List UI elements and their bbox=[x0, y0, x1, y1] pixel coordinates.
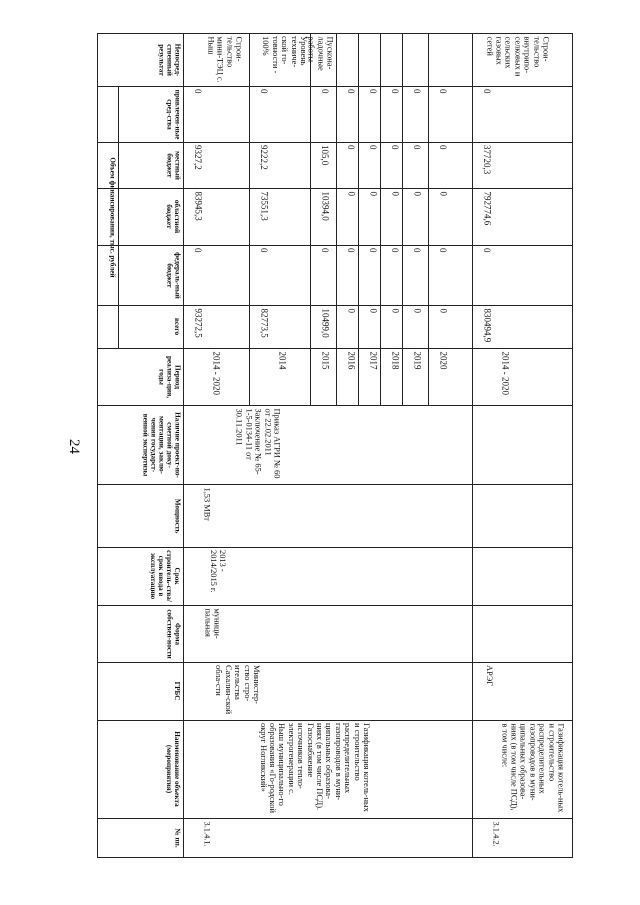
row1-attracted-1: 0 bbox=[259, 89, 269, 94]
table-rule bbox=[97, 33, 98, 857]
row1-total-6: 0 bbox=[412, 308, 422, 313]
table-rule bbox=[118, 86, 119, 348]
table-rule bbox=[97, 305, 572, 306]
row1-year-0: 2014 - 2020 bbox=[211, 351, 221, 395]
row1-regional-7: 0 bbox=[438, 191, 448, 196]
header-docs: Наличие проект-но-сметной доку-ментации, заклю-чения государст-венной экспертизы bbox=[140, 411, 181, 478]
row1-total-5: 0 bbox=[390, 308, 400, 313]
table-rule bbox=[97, 818, 572, 819]
table-rule bbox=[97, 662, 572, 663]
row2-num: 3.1.4.2. bbox=[491, 821, 500, 847]
row1-regional-0: 83945,3 bbox=[193, 191, 203, 221]
row2-local: 37720,3 bbox=[482, 145, 492, 175]
row1-total-7: 0 bbox=[438, 308, 448, 313]
header-power: Мощность bbox=[173, 498, 181, 533]
header-local: местный бюджет bbox=[164, 150, 181, 180]
header-regional: областной бюджет bbox=[164, 199, 181, 234]
row1-year-4: 2017 bbox=[368, 351, 378, 369]
row1-federal-2: 0 bbox=[320, 248, 330, 253]
row1-federal-5: 0 bbox=[390, 248, 400, 253]
row1-federal-1: 0 bbox=[259, 248, 269, 253]
table-rule bbox=[97, 142, 572, 143]
row1-total-2: 10499,0 bbox=[320, 308, 330, 338]
row2-attracted: 0 bbox=[482, 89, 492, 94]
table-rule bbox=[472, 33, 473, 857]
row2-year: 2014 - 2020 bbox=[500, 351, 510, 395]
header-total: всего bbox=[173, 317, 181, 336]
row1-result-0: Строи-тельство мини-ТЭЦ с. Ныш bbox=[205, 36, 243, 83]
row1-local-0: 9327,2 bbox=[193, 145, 203, 170]
header-federal: федераль-ный бюджет bbox=[164, 251, 181, 299]
table-rule bbox=[97, 547, 572, 548]
row1-federal-7: 0 bbox=[438, 248, 448, 253]
table-rule bbox=[183, 33, 184, 857]
row1-attracted-2: 0 bbox=[320, 89, 330, 94]
row2-result: Строи-тельство внутрипо-селковых и сельских газовых сетей bbox=[484, 36, 550, 76]
row1-year-2: 2015 bbox=[320, 351, 330, 369]
row2-name: Газификация котель-ных и строительство распределительных газопроводов в муни-ципальных образова-ниях (в том числе ПСД), в том числе: bbox=[499, 723, 565, 812]
row1-regional-3: 0 bbox=[346, 191, 356, 196]
row1-regional-2: 10394,0 bbox=[320, 191, 330, 221]
table-rule bbox=[97, 857, 572, 858]
row1-grbs: Министер-ство стро-ительства Сахалин-ской обла-сти bbox=[214, 665, 261, 715]
header-grbs: ГРБС bbox=[173, 681, 181, 701]
header-name: Наименование объекта (мероприятия) bbox=[164, 731, 181, 807]
row1-local-3: 0 bbox=[346, 145, 356, 150]
page-number: 24 bbox=[66, 439, 82, 454]
row1-year-1: 2014 bbox=[277, 351, 287, 369]
row2-federal: 0 bbox=[482, 248, 492, 253]
row1-local-4: 0 bbox=[368, 145, 378, 150]
row2-total: 830494,9 bbox=[482, 308, 492, 342]
row1-ownership: муници-пальная bbox=[202, 608, 221, 639]
row1-year-7: 2020 bbox=[438, 351, 448, 369]
row1-federal-0: 0 bbox=[193, 248, 203, 253]
table-rule bbox=[97, 188, 572, 189]
row1-name: Газификация котель-ных и строительство распределительных газопроводов в муни-ципальных образова-ниях (в том числе ПСД). Газоснабжение источников тепло-электрогенерации с. Ныш муниципально-го образования «Го-родской округ Ногликский» bbox=[258, 723, 371, 813]
table-rule bbox=[97, 33, 572, 34]
row1-attracted-7: 0 bbox=[438, 89, 448, 94]
table-rule bbox=[249, 33, 250, 405]
row1-attracted-3: 0 bbox=[346, 89, 356, 94]
row1-attracted-5: 0 bbox=[390, 89, 400, 94]
row1-federal-6: 0 bbox=[412, 248, 422, 253]
row2-regional: 792774,6 bbox=[482, 191, 492, 225]
row1-attracted-0: 0 bbox=[193, 89, 203, 94]
table-rule bbox=[97, 720, 572, 721]
table-rule bbox=[380, 33, 381, 405]
row1-local-6: 0 bbox=[412, 145, 422, 150]
row1-total-0: 93272,5 bbox=[193, 308, 203, 338]
table-rule bbox=[97, 605, 572, 606]
row2-grbs: АРЭГ bbox=[485, 665, 494, 687]
row1-local-2: 105,0 bbox=[320, 145, 330, 166]
row1-power: 1,53 МВт bbox=[202, 487, 211, 521]
header-result: Непосред-ственный результат bbox=[156, 43, 181, 76]
table-rule bbox=[97, 405, 572, 406]
header-num: № пп. bbox=[173, 827, 181, 848]
row1-total-3: 0 bbox=[346, 308, 356, 313]
table-rule bbox=[97, 484, 572, 485]
table-rule bbox=[310, 33, 311, 405]
row1-period: 2013 - 2014/2015 г. bbox=[208, 550, 227, 593]
header-ownership: Форма собствен-ности bbox=[164, 608, 181, 659]
row1-docs: Приказ АГРИ № 60 от 22.02.2011 Заключение № 65-1-5-0134-11 от 30.11.2011 bbox=[234, 408, 281, 478]
table-rule bbox=[97, 348, 572, 349]
row1-regional-5: 0 bbox=[390, 191, 400, 196]
row1-result-1: Уровень техниче-ской го-товности - 100% bbox=[261, 36, 308, 74]
table-rule bbox=[97, 245, 572, 246]
row1-federal-3: 0 bbox=[346, 248, 356, 253]
table-rule bbox=[336, 33, 337, 405]
row1-local-7: 0 bbox=[438, 145, 448, 150]
row1-federal-4: 0 bbox=[368, 248, 378, 253]
row1-total-1: 82773,5 bbox=[259, 308, 269, 338]
row1-regional-1: 73551,3 bbox=[259, 191, 269, 221]
header-attracted: привлечен-ные сред-ства bbox=[164, 89, 181, 139]
row1-local-5: 0 bbox=[390, 145, 400, 150]
table-rule bbox=[112, 86, 183, 87]
table-rule bbox=[402, 33, 403, 405]
row1-attracted-6: 0 bbox=[412, 89, 422, 94]
header-years: Период реализа-ции, годы bbox=[156, 355, 181, 398]
row1-regional-4: 0 bbox=[368, 191, 378, 196]
row1-year-5: 2018 bbox=[390, 351, 400, 369]
row1-year-6: 2019 bbox=[412, 351, 422, 369]
row1-num: 3.1.4.1. bbox=[202, 821, 211, 847]
row1-regional-6: 0 bbox=[412, 191, 422, 196]
row1-result-2: Пускона-ладочные работы bbox=[306, 36, 334, 71]
row1-total-4: 0 bbox=[368, 308, 378, 313]
table-rule bbox=[428, 33, 429, 405]
table-rule bbox=[358, 33, 359, 405]
header-funding-group: Объем финансирования, тыс. рублей bbox=[108, 156, 116, 278]
row1-local-1: 9222,2 bbox=[259, 145, 269, 170]
row1-attracted-4: 0 bbox=[368, 89, 378, 94]
header-period: Срок строитель-ства/срок ввода в эксплуатацию bbox=[148, 550, 181, 602]
row1-year-3: 2016 bbox=[346, 351, 356, 369]
table-rule bbox=[572, 33, 573, 858]
